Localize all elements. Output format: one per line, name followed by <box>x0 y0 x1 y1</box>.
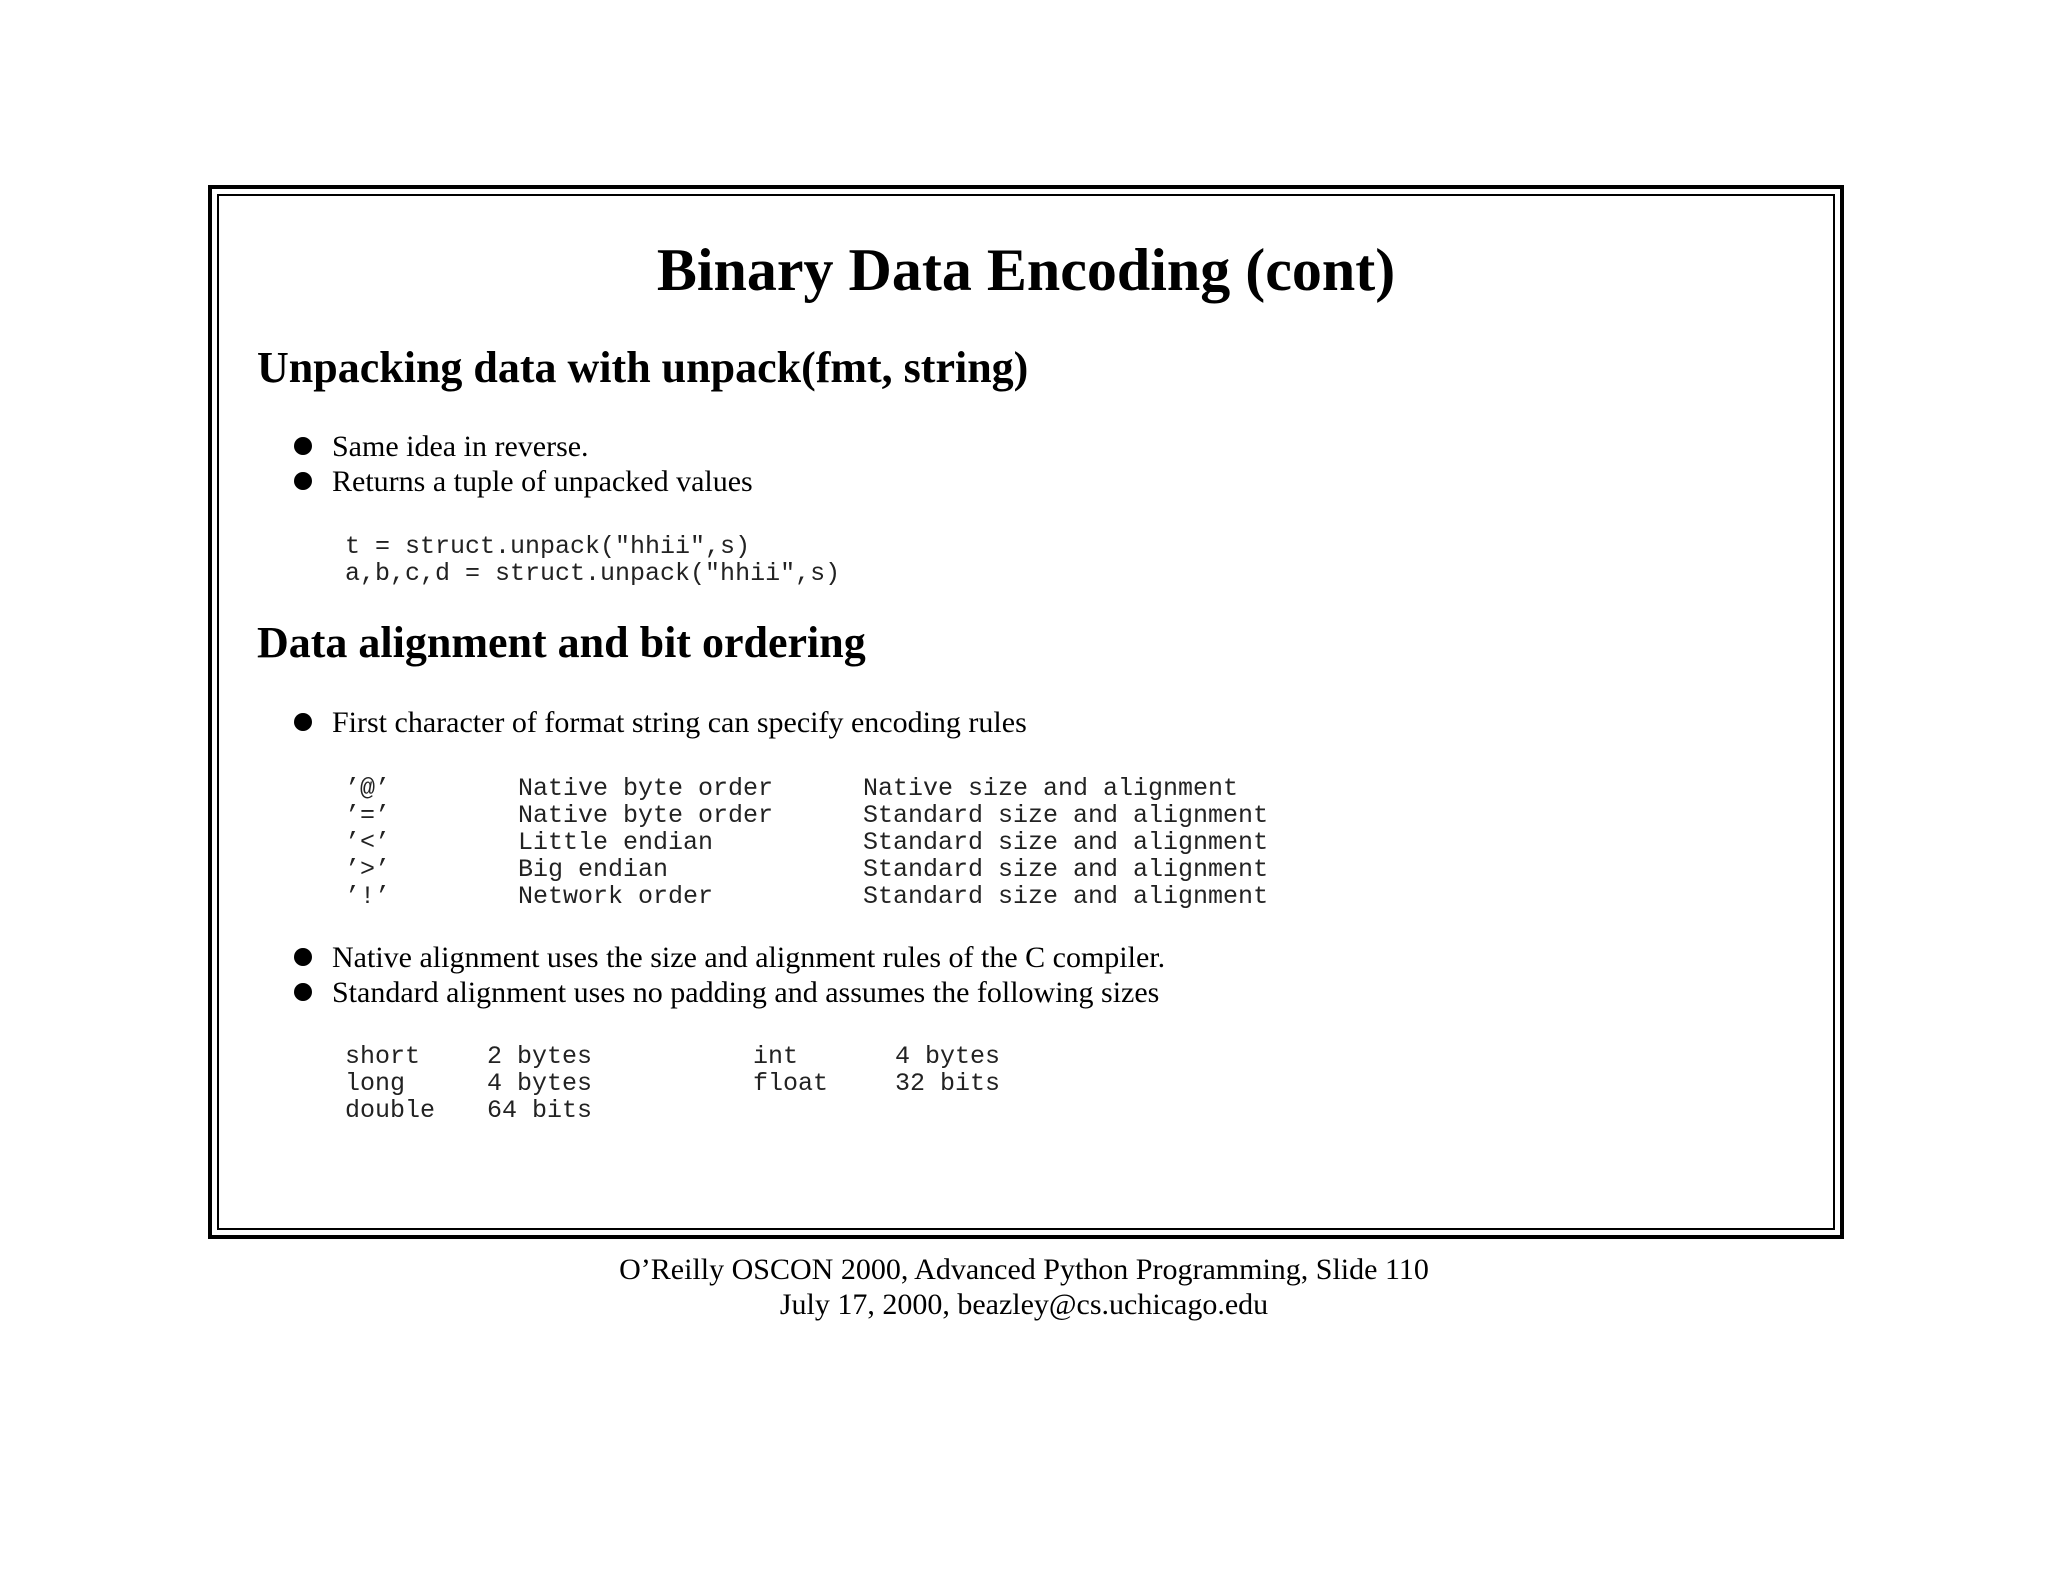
rule-size: Standard size and alignment <box>863 828 1269 857</box>
rule-order: Native byte order <box>518 801 774 830</box>
bullet-item <box>294 465 753 499</box>
bullet-text: Same idea in reverse. <box>332 430 589 463</box>
rule-order: Network order <box>518 882 714 911</box>
bullet-item <box>294 976 1159 1010</box>
section-heading-unpacking: Unpacking data with unpack(fmt, string) <box>257 343 1029 392</box>
footer-line-2: July 17, 2000, beazley@cs.uchicago.edu <box>779 1288 1269 1321</box>
type-name: short <box>345 1042 421 1071</box>
code-line: a,b,c,d = struct.unpack("hhii",s) <box>345 559 841 588</box>
type-name: long <box>345 1069 406 1098</box>
rule-char: ’>’ <box>345 855 391 884</box>
type-size: 32 bits <box>895 1069 1001 1098</box>
slide-title: Binary Data Encoding (cont) <box>656 237 1396 303</box>
bullet-item <box>294 430 589 464</box>
bullet-icon <box>294 437 312 455</box>
bullet-icon <box>294 948 312 966</box>
type-size: 4 bytes <box>895 1042 1001 1071</box>
rule-order: Little endian <box>518 828 714 857</box>
footer-line-1: O’Reilly OSCON 2000, Advanced Python Programming, Slide 110 <box>619 1253 1429 1286</box>
section-heading-alignment: Data alignment and bit ordering <box>257 618 866 667</box>
type-size: 4 bytes <box>487 1069 593 1098</box>
bullet-icon <box>294 983 312 1001</box>
rule-size: Standard size and alignment <box>863 882 1269 911</box>
code-line: t = struct.unpack("hhii",s) <box>345 532 751 561</box>
bullet-item <box>294 941 1165 975</box>
rule-size: Standard size and alignment <box>863 855 1269 884</box>
rule-char: ’!’ <box>345 882 391 911</box>
bullet-text: First character of format string can specify encoding rules <box>332 706 1027 739</box>
bullet-icon <box>294 472 312 490</box>
type-size: 64 bits <box>487 1096 593 1125</box>
type-size: 2 bytes <box>487 1042 593 1071</box>
rule-char: ’@’ <box>345 774 391 803</box>
rule-char: ’=’ <box>345 801 391 830</box>
rule-size: Standard size and alignment <box>863 801 1269 830</box>
rule-order: Big endian <box>518 855 669 884</box>
bullet-text: Native alignment uses the size and alignment rules of the C compiler. <box>332 941 1166 974</box>
rule-order: Native byte order <box>518 774 774 803</box>
bullet-text: Returns a tuple of unpacked values <box>332 465 753 498</box>
rule-char: ’<’ <box>345 828 391 857</box>
bullet-text: Standard alignment uses no padding and assumes the following sizes <box>332 976 1160 1009</box>
rule-size: Native size and alignment <box>863 774 1239 803</box>
type-name: float <box>753 1069 829 1098</box>
type-name: int <box>753 1042 799 1071</box>
bullet-icon <box>294 713 312 731</box>
type-name: double <box>345 1096 436 1125</box>
bullet-item <box>294 706 1027 740</box>
